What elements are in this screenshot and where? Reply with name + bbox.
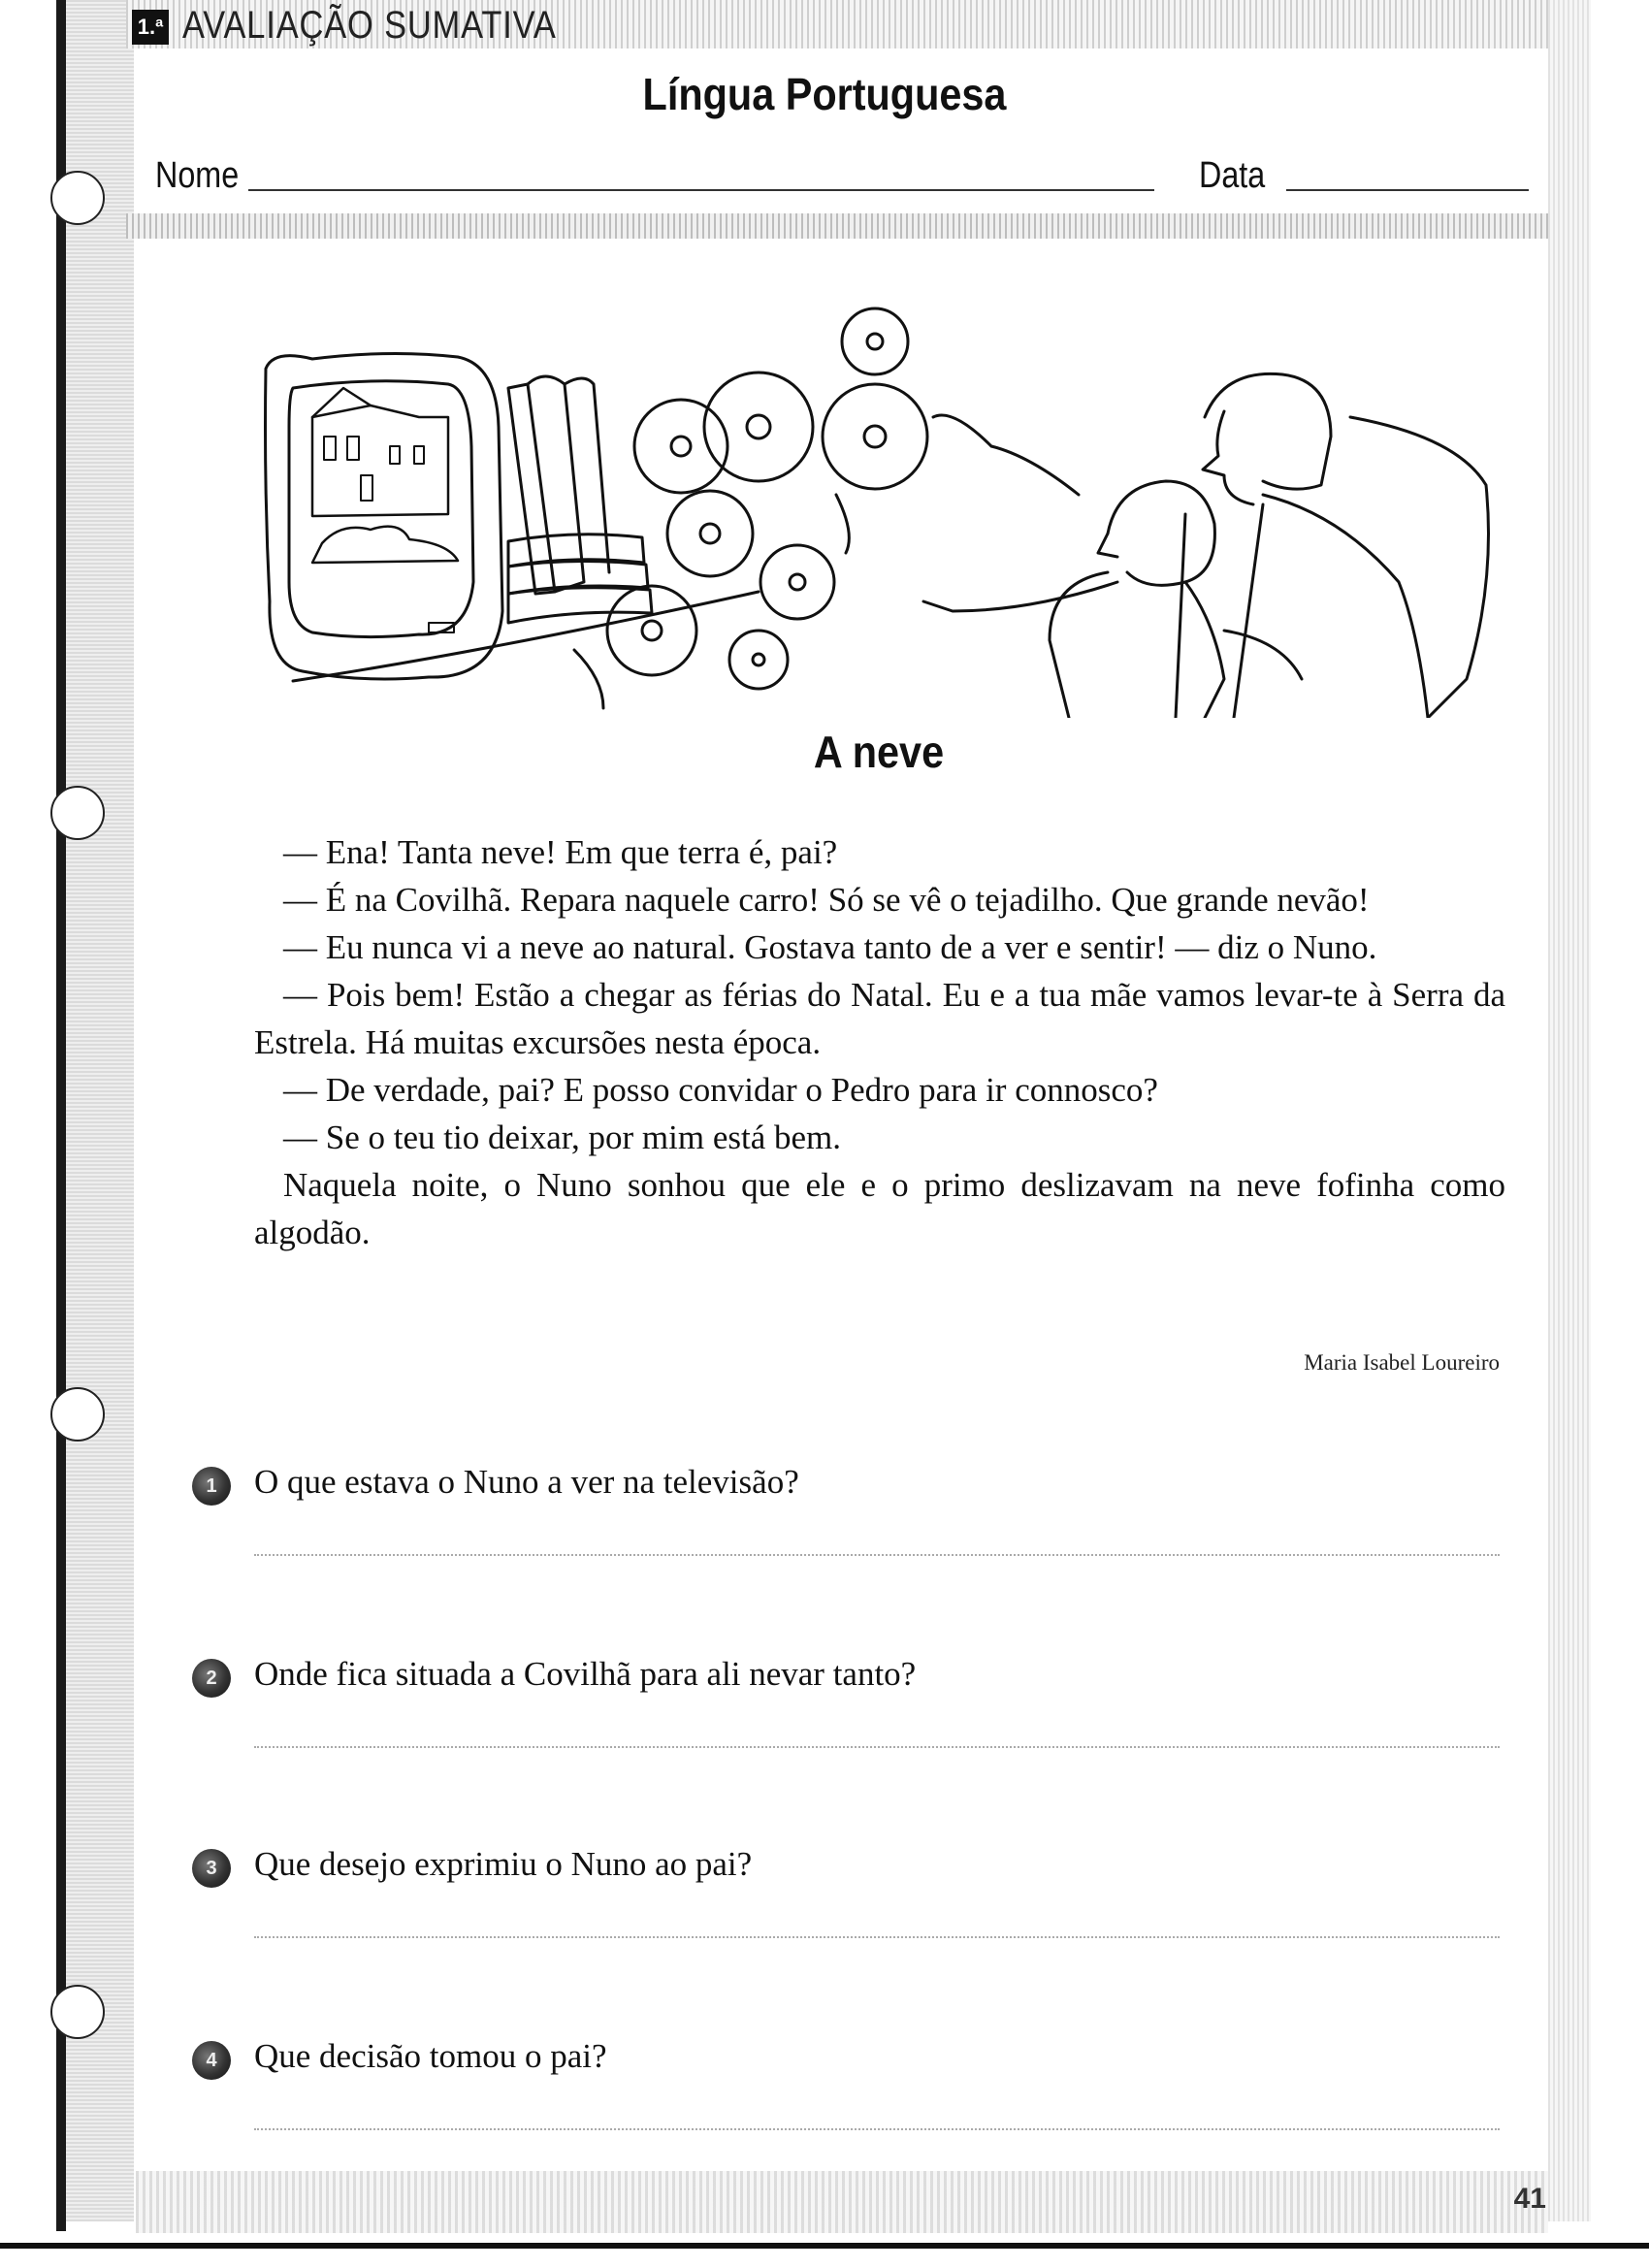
- story-author: Maria Isabel Loureiro: [1304, 1350, 1500, 1375]
- page-number: 41: [1513, 2183, 1546, 2215]
- answer-line[interactable]: [254, 1554, 1500, 1556]
- binding-edge: [56, 0, 66, 2231]
- question-number-icon: 2: [192, 1659, 231, 1698]
- story-paragraph: — De verdade, pai? E posso convidar o Pedro para ir connosco?: [283, 1071, 1158, 1109]
- question-text: Que decisão tomou o pai?: [254, 2037, 607, 2075]
- story-illustration: [254, 291, 1505, 718]
- story-text: [254, 828, 1505, 1256]
- question-number-icon: 4: [192, 2041, 231, 2080]
- question-text: O que estava o Nuno a ver na televisão?: [254, 1463, 799, 1501]
- story-paragraph: — Se o teu tio deixar, por mim está bem.: [283, 1118, 842, 1156]
- header-bottom-band: [126, 213, 1548, 239]
- subject-title: Língua Portuguesa: [642, 69, 1007, 119]
- answer-line[interactable]: [254, 1936, 1500, 1938]
- question-number-icon: 1: [192, 1467, 231, 1506]
- right-gutter: [1548, 0, 1591, 2221]
- punch-hole: [50, 786, 105, 840]
- father-son-illustration: [923, 373, 1489, 718]
- name-label: Nome: [155, 155, 240, 196]
- section-label: AVALIAÇÃO SUMATIVA: [182, 4, 557, 47]
- question-text: Que desejo exprimiu o Nuno ao pai?: [254, 1845, 753, 1883]
- punch-hole: [50, 1985, 105, 2039]
- books-illustration: [508, 376, 652, 623]
- story-paragraph: — É na Covilhã. Repara naquele carro! Só se vê o tejadilho. Que grande nevão!: [283, 881, 1370, 919]
- answer-line[interactable]: [254, 2128, 1500, 2130]
- bottom-rule: [0, 2243, 1649, 2249]
- question-number-icon: 3: [192, 1849, 231, 1888]
- punch-hole: [50, 1387, 105, 1442]
- name-field[interactable]: [155, 155, 1154, 197]
- story-paragraph: — Ena! Tanta neve! Em que terra é, pai?: [283, 833, 838, 871]
- footer-band: [136, 2171, 1548, 2233]
- date-label: Data: [1199, 155, 1266, 196]
- story-paragraph: — Pois bem! Estão a chegar as férias do Natal. Eu e a tua mãe vamos levar-te à Serra da Estrela. Há muitas excursões nesta época.: [254, 976, 1505, 1061]
- section-badge: 1.ª: [132, 10, 169, 45]
- question-text: Onde fica situada a Covilhã para ali nevar tanto?: [254, 1655, 917, 1693]
- story-paragraph: Naquela noite, o Nuno sonhou que ele e o primo deslizavam na neve fofinha como algodão.: [254, 1166, 1505, 1251]
- flowers-illustration: [574, 308, 927, 708]
- date-line: [1286, 189, 1529, 191]
- story-paragraph: — Eu nunca vi a neve ao natural. Gostava tanto de a ver e sentir! — diz o Nuno.: [283, 928, 1377, 966]
- story-title: A neve: [813, 727, 945, 777]
- date-field[interactable]: [1199, 155, 1529, 197]
- tv-illustration: [266, 353, 503, 679]
- punch-hole: [50, 171, 105, 225]
- left-gutter: [58, 0, 134, 2221]
- name-line: [248, 189, 1154, 191]
- answer-line[interactable]: [254, 1746, 1500, 1748]
